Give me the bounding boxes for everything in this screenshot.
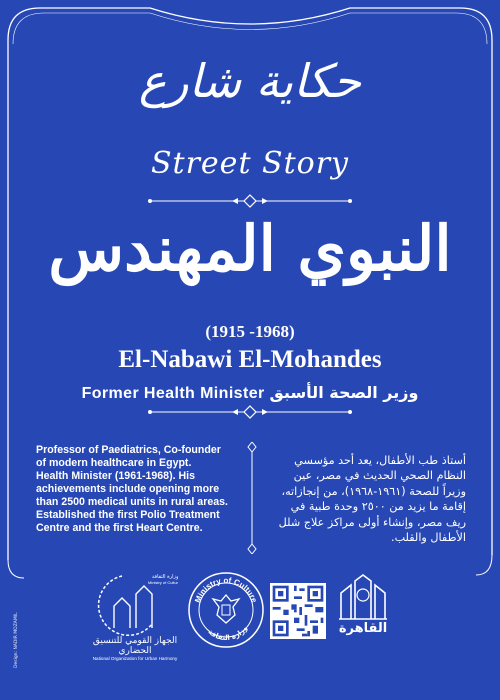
bio-line: Professor of Paediatrics, Co-founder — [36, 444, 221, 456]
cairo-caption: القاهرة — [338, 621, 388, 636]
nouh-name-arabic: الجهاز القومي للتنسيق الحضاري — [92, 636, 178, 656]
vertical-ornament-separator — [247, 442, 257, 554]
bio-line: Health Minister (1961-1968). His — [36, 470, 195, 482]
street-name-english: El-Nabawi El-Mohandes — [118, 346, 382, 373]
bio-line: than 2500 medical units in rural areas. — [36, 496, 228, 508]
role-arabic: وزير الصحة الأسبق — [269, 383, 419, 402]
svg-text:Ministry of Culture: Ministry of Culture — [148, 580, 178, 585]
eagle-emblem-icon — [187, 571, 265, 649]
street-name-arabic: النبوي المهندس — [48, 212, 452, 285]
bio-line-ar: الأطفال والقلب. — [391, 531, 466, 545]
role-line — [0, 383, 500, 403]
bio-line-ar: ريف مصر، وإنشاء أولى مراكز علاج شلل — [278, 515, 466, 529]
ministry-of-culture-logo — [187, 571, 265, 649]
series-title-arabic: حكاية شارع — [138, 54, 362, 108]
bio-line-ar: إقامة ما يزيد من ٢٥٠٠ وحدة طبية في — [290, 500, 466, 514]
bio-line-ar: أستاذ طب الأطفال، يعد أحد مؤسسي — [294, 454, 466, 467]
cairo-governorate-logo — [337, 573, 389, 643]
bio-line: Centre and the first Heart Centre. — [36, 522, 203, 534]
bio-line-ar: النظام الصحي الحديث في مصر، عين — [293, 469, 466, 483]
biography-arabic — [262, 453, 466, 545]
ornament-divider — [0, 194, 500, 208]
qr-code[interactable] — [270, 583, 326, 639]
bio-line: achievements include opening more — [36, 483, 220, 495]
role-english: Former Health Minister — [81, 385, 265, 402]
bio-line: of modern healthcare in Egypt. — [36, 457, 192, 469]
cairo-emblem-icon — [337, 573, 389, 621]
ornament-divider-lower — [0, 405, 500, 419]
designer-credit: Design: NADIR MOZAMIL — [14, 612, 19, 668]
lifespan-years: (1915 -1968) — [205, 322, 295, 341]
bio-line-ar: وزيراً للصحة (١٩٦١-١٩٦٨)، من إنجازاته، — [281, 484, 466, 498]
svg-text:Ministry of Culture: Ministry of Culture — [193, 575, 259, 604]
nouh-emblem-icon — [92, 568, 178, 638]
svg-text:وزارة الثقافة: وزارة الثقافة — [152, 574, 178, 580]
nouh-logo — [92, 568, 178, 690]
nouh-name-english: National Organization for Urban Harmony — [92, 656, 178, 661]
bio-line: Established the first Polio Treatment — [36, 509, 220, 521]
series-title-english: Street Story — [150, 146, 349, 181]
biography-english — [36, 444, 248, 535]
svg-text:وزارة الثقافة: وزارة الثقافة — [206, 624, 250, 643]
